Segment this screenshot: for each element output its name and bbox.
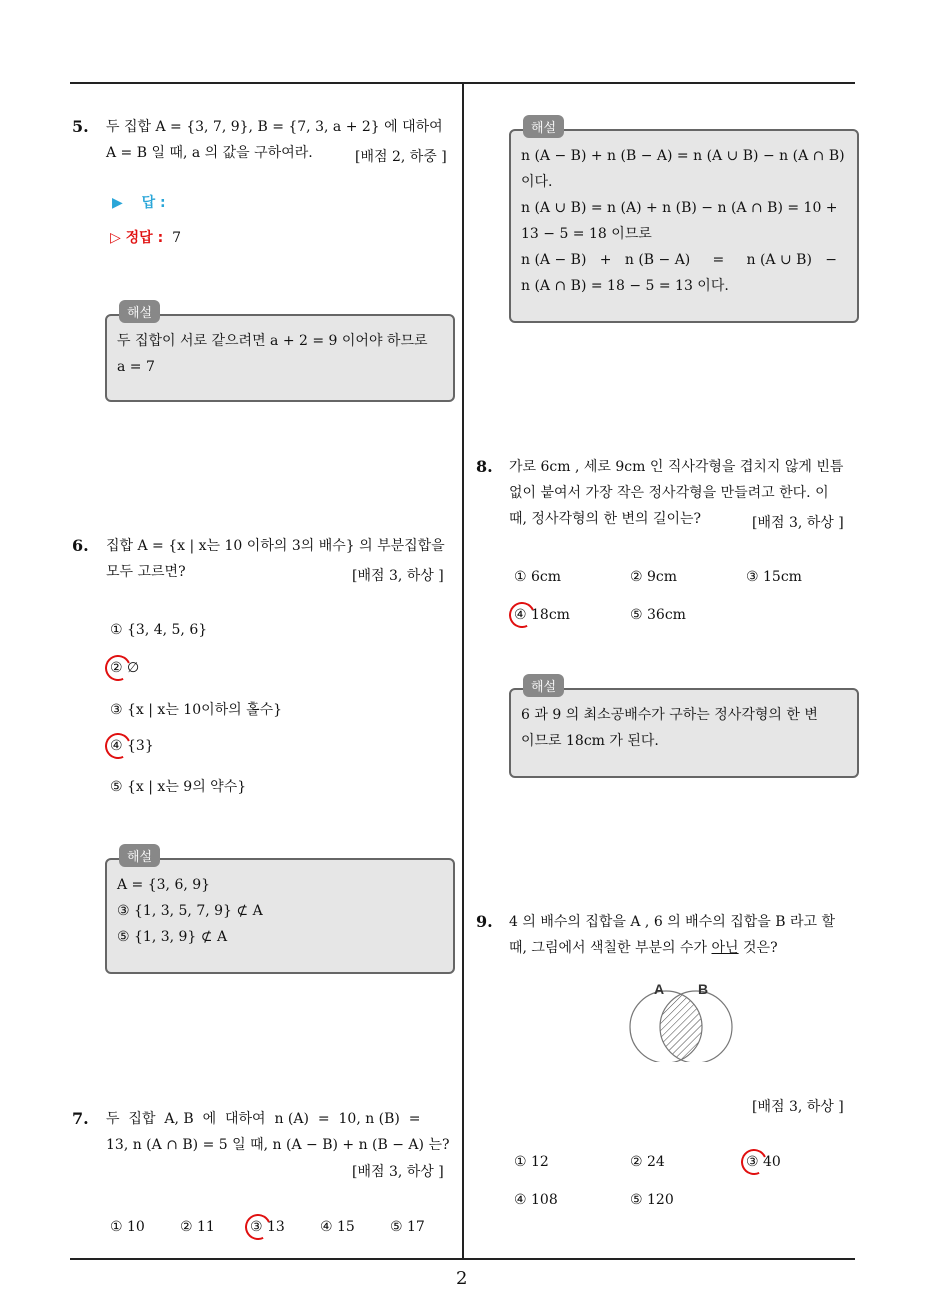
q8-option-4[interactable]: ④ 18cm bbox=[514, 607, 570, 623]
page-number: 2 bbox=[456, 1268, 468, 1289]
q8-explain-line1: 6 과 9 의 최소공배수가 구하는 정사각형의 한 변 bbox=[521, 707, 818, 723]
q8-text-line2: 없이 붙여서 가장 작은 정사각형을 만들려고 한다. 이 bbox=[509, 485, 829, 501]
q5-answer-label: 답 : bbox=[141, 195, 166, 211]
q7-text-line2: 13, n (A ∩ B) = 5 일 때, n (A − B) + n (B − A) 는? bbox=[106, 1137, 450, 1153]
q9-option-3[interactable]: ③ 40 bbox=[746, 1154, 781, 1170]
q7-explain-body bbox=[521, 143, 845, 299]
q8-text-line3: 때, 정사각형의 한 변의 길이는? bbox=[509, 511, 702, 527]
q9-text-line2 bbox=[509, 935, 778, 961]
q7-number: 7. bbox=[72, 1109, 89, 1128]
q9-text-line1: 4 의 배수의 집합을 A , 6 의 배수의 집합을 B 라고 할 bbox=[509, 914, 835, 930]
q5-text-line1: 두 집합 A = {3, 7, 9}, B = {7, 3, a + 2} 에 대하여 bbox=[106, 119, 443, 135]
q7-option-3[interactable]: ③ 13 bbox=[250, 1219, 285, 1235]
q8-option-2[interactable]: ② 9cm bbox=[630, 569, 678, 585]
q8-score: [배점 3, 하상 ] bbox=[752, 515, 844, 531]
q5-correct-label: 정답 : bbox=[125, 230, 164, 246]
venn-label-a: A bbox=[654, 981, 665, 997]
q7-score: [배점 3, 하상 ] bbox=[352, 1164, 444, 1180]
q6-number: 6. bbox=[72, 536, 89, 555]
q9-score: [배점 3, 하상 ] bbox=[752, 1099, 844, 1115]
q5-explain-box bbox=[105, 306, 455, 402]
q9-option-2[interactable]: ② 24 bbox=[630, 1154, 665, 1170]
q9-text-line2-post: 것은? bbox=[738, 940, 778, 956]
correct-arrow-icon: ▷ bbox=[110, 230, 121, 246]
q6-option-4[interactable]: ④ {3} bbox=[110, 738, 154, 754]
q6-option-5[interactable]: ⑤ {x | x는 9의 약수} bbox=[110, 779, 247, 795]
q6-explain-box bbox=[105, 850, 455, 974]
q8-text-line1: 가로 6cm , 세로 9cm 인 직사각형을 겹치지 않게 빈틈 bbox=[509, 459, 844, 475]
q5-number: 5. bbox=[72, 117, 89, 136]
q9-text-line2-underlined: 아닌 bbox=[711, 940, 739, 956]
q9-option-1[interactable]: ① 12 bbox=[514, 1154, 549, 1170]
q6-option-3[interactable]: ③ {x | x는 10이하의 홀수} bbox=[110, 702, 283, 718]
q6-explain-line2: ③ {1, 3, 5, 7, 9} ⊄ A bbox=[117, 903, 263, 919]
q8-option-3[interactable]: ③ 15cm bbox=[746, 569, 802, 585]
q7-explain-line2: 이다. bbox=[521, 174, 553, 190]
q5-answer-row bbox=[112, 192, 166, 212]
q9-option-4[interactable]: ④ 108 bbox=[514, 1192, 558, 1208]
q9-option-3-answer-mark bbox=[737, 1145, 770, 1178]
q6-explain-body bbox=[117, 872, 263, 950]
answer-arrow-icon: ▶ bbox=[112, 195, 123, 211]
q6-explain-line3: ⑤ {1, 3, 9} ⊄ A bbox=[117, 929, 228, 945]
q5-correct-row bbox=[110, 227, 181, 247]
q8-explain-line2: 이므로 18cm 가 된다. bbox=[521, 733, 659, 749]
q6-explain-tab: 해설 bbox=[119, 844, 160, 867]
q6-explain-line1: A = {3, 6, 9} bbox=[117, 877, 211, 893]
q5-explain-line2: a = 7 bbox=[117, 359, 155, 375]
q7-explain-line4: 13 − 5 = 18 이므로 bbox=[521, 226, 652, 242]
q7-explain-line6: n (A ∩ B) = 18 − 5 = 13 이다. bbox=[521, 278, 729, 294]
q9-option-5[interactable]: ⑤ 120 bbox=[630, 1192, 674, 1208]
q7-explain-line3: n (A ∪ B) = n (A) + n (B) − n (A ∩ B) = 10 + bbox=[521, 200, 838, 216]
q6-score: [배점 3, 하상 ] bbox=[352, 568, 444, 584]
q5-text-line2: A = B 일 때, a 의 값을 구하여라. bbox=[106, 145, 313, 161]
q6-option-1[interactable]: ① {3, 4, 5, 6} bbox=[110, 622, 208, 638]
q9-text-line2-pre: 때, 그림에서 색칠한 부분의 수가 bbox=[509, 940, 712, 956]
q9-number: 9. bbox=[476, 912, 493, 931]
q8-option-5[interactable]: ⑤ 36cm bbox=[630, 607, 686, 623]
q7-explain-line1: n (A − B) + n (B − A) = n (A ∪ B) − n (A ∩ B) bbox=[521, 148, 845, 164]
column-divider bbox=[462, 82, 464, 1260]
q8-explain-box bbox=[509, 680, 859, 778]
q5-score: [배점 2, 하중 ] bbox=[355, 149, 447, 165]
q7-option-1[interactable]: ① 10 bbox=[110, 1219, 145, 1235]
q7-text-line1: 두 집합 A, B 에 대하여 n (A) = 10, n (B) = bbox=[106, 1111, 421, 1127]
q6-option-2-answer-mark bbox=[101, 651, 134, 684]
q7-option-2[interactable]: ② 11 bbox=[180, 1219, 215, 1235]
q6-option-4-answer-mark bbox=[101, 729, 134, 762]
q5-explain-tab: 해설 bbox=[119, 300, 160, 323]
q6-text-line1: 집합 A = {x | x는 10 이하의 3의 배수} 의 부분집합을 bbox=[106, 538, 445, 554]
venn-diagram bbox=[626, 980, 738, 1062]
q7-explain-line5: n (A − B) + n (B − A) = n (A ∪ B) − bbox=[521, 252, 838, 268]
bottom-rule bbox=[70, 1258, 855, 1260]
q7-explain-tab: 해설 bbox=[523, 115, 564, 138]
q6-option-2[interactable]: ② ∅ bbox=[110, 660, 140, 676]
q7-explain-box bbox=[509, 121, 859, 323]
q6-text-line2: 모두 고르면? bbox=[106, 564, 186, 580]
q7-option-3-answer-mark bbox=[241, 1210, 274, 1243]
q5-explain-body bbox=[117, 328, 428, 380]
q8-number: 8. bbox=[476, 457, 493, 476]
q7-option-5[interactable]: ⑤ 17 bbox=[390, 1219, 425, 1235]
q8-explain-tab: 해설 bbox=[523, 674, 564, 697]
venn-label-b: B bbox=[698, 981, 709, 997]
q8-explain-body bbox=[521, 702, 818, 754]
q5-correct-value: 7 bbox=[172, 230, 181, 246]
q8-option-4-answer-mark bbox=[505, 598, 538, 631]
q8-option-1[interactable]: ① 6cm bbox=[514, 569, 562, 585]
q5-explain-line1: 두 집합이 서로 같으려면 a + 2 = 9 이어야 하므로 bbox=[117, 333, 428, 349]
q7-option-4[interactable]: ④ 15 bbox=[320, 1219, 355, 1235]
